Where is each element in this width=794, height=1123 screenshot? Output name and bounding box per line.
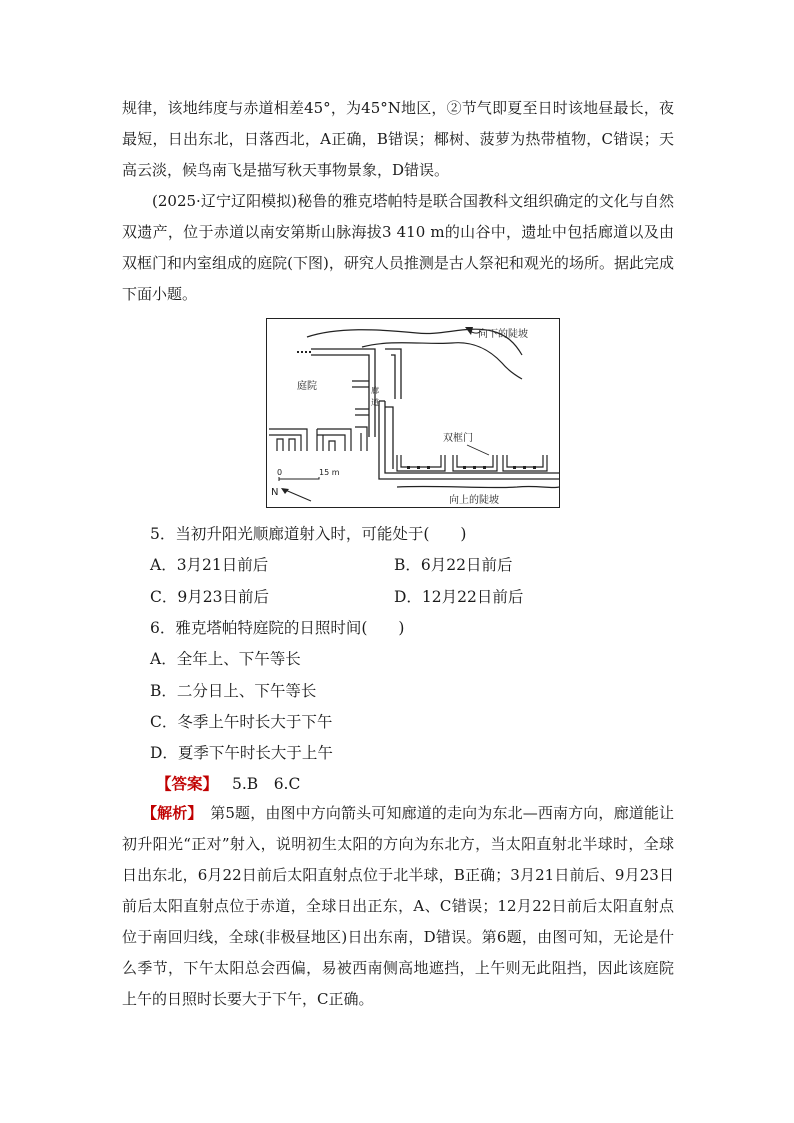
scale-value: 15 m: [319, 468, 340, 477]
slope-down-arrowhead: [465, 327, 473, 335]
label-slope-down: 向下的陡坡: [478, 329, 528, 340]
label-corridor-1: 廊: [371, 386, 379, 395]
double-door-pointer: [467, 445, 489, 455]
analysis-label: 【解析】: [142, 804, 196, 822]
question-5-option-a: A．3月21日前后: [150, 556, 269, 574]
label-corridor-2: 道: [371, 398, 379, 407]
question-intro-paragraph: (2025·辽宁辽阳模拟)秘鲁的雅克塔帕特是联合国教科文组织确定的文化与自然双遗产，位于赤道以南安第斯山脉海拔3 410 m的山谷中，遗址中包括廊道以及由双框门和内室组成的庭院(下图)，研究人员推测是古人祭祀和观光的场所。据此完成下面小题。: [122, 192, 674, 303]
courtyard-wall-upper: [352, 381, 369, 387]
slope-down-contour-2: [362, 343, 522, 379]
scale-zero: 0: [277, 468, 283, 477]
question-6-option-c: C．冬季上午时长大于下午: [150, 713, 333, 731]
label-double-door: 双框门: [443, 433, 473, 444]
scale-bar: [279, 477, 319, 481]
inner-rooms-left: [269, 427, 367, 451]
courtyard-wall-lower: [355, 409, 369, 415]
analysis-text: 第5题，由图中方向箭头可知廊道的走向为东北—西南方向，廊道能让初升阳光“正对”射入，说明初生太阳的方向为东北方，当太阳直射北半球时，全球日出东北，6月22日前后太阳直射点位于北半球，B正确；3月21日前后、9月23日前后太阳直射点位于赤道，全球日出正东，A、C错误；12月22日前后太阳直射点位于南回归线，全球(非极昼地区)日出东南，D错误。第6题，由图可知，无论是什么季节，下午太阳总会西偏，易被西南侧高地遮挡，上午则无此阻挡，因此该庭院上午的日照时长要大于下午，C正确。: [122, 804, 674, 1008]
answer-text: 5.B 6.C: [232, 775, 301, 793]
corridor-upper-wall-outer: [311, 349, 375, 437]
question-5-option-c: C．9月23日前后: [150, 588, 269, 606]
corridor-right-wall-inner: [391, 355, 395, 399]
slope-up-line: [397, 486, 559, 487]
north-label: N: [271, 487, 279, 498]
question-5-stem: 5．当初升阳光顺廊道射入时，可能处于( ): [150, 525, 467, 543]
site-map-figure: [266, 318, 560, 508]
question-6-option-a: A．全年上、下午等长: [150, 650, 301, 668]
site-map-drawing: [267, 319, 559, 507]
corridor-right-wall-outer: [385, 349, 401, 399]
question-5-option-d: D．12月22日前后: [394, 588, 524, 606]
label-slope-up: 向上的陡坡: [449, 495, 499, 506]
analysis-paragraph: [122, 798, 674, 1015]
question-6-option-d: D．夏季下午时长大于上午: [150, 744, 333, 762]
label-courtyard: 庭院: [297, 381, 317, 392]
question-5-option-b: B．6月22日前后: [394, 556, 513, 574]
inner-room-wall: [385, 407, 393, 469]
answer-label: 【答案】: [156, 774, 219, 793]
previous-analysis-paragraph: 规律，该地纬度与赤道相差45°，为45°N地区，②节气即夏至日时该地昼最长，夜最短，日出东北，日落西北，A正确，B错误；椰树、菠萝为热带植物，C错误；天高云淡，候鸟南飞是描写秋天事物景象，D错误。: [122, 99, 674, 179]
question-6-stem: 6．雅克塔帕特庭院的日照时间( ): [150, 619, 405, 637]
corridor-upper-wall-inner: [311, 355, 369, 437]
question-6-option-b: B．二分日上、下午等长: [150, 682, 317, 700]
answer-row: [156, 773, 300, 795]
